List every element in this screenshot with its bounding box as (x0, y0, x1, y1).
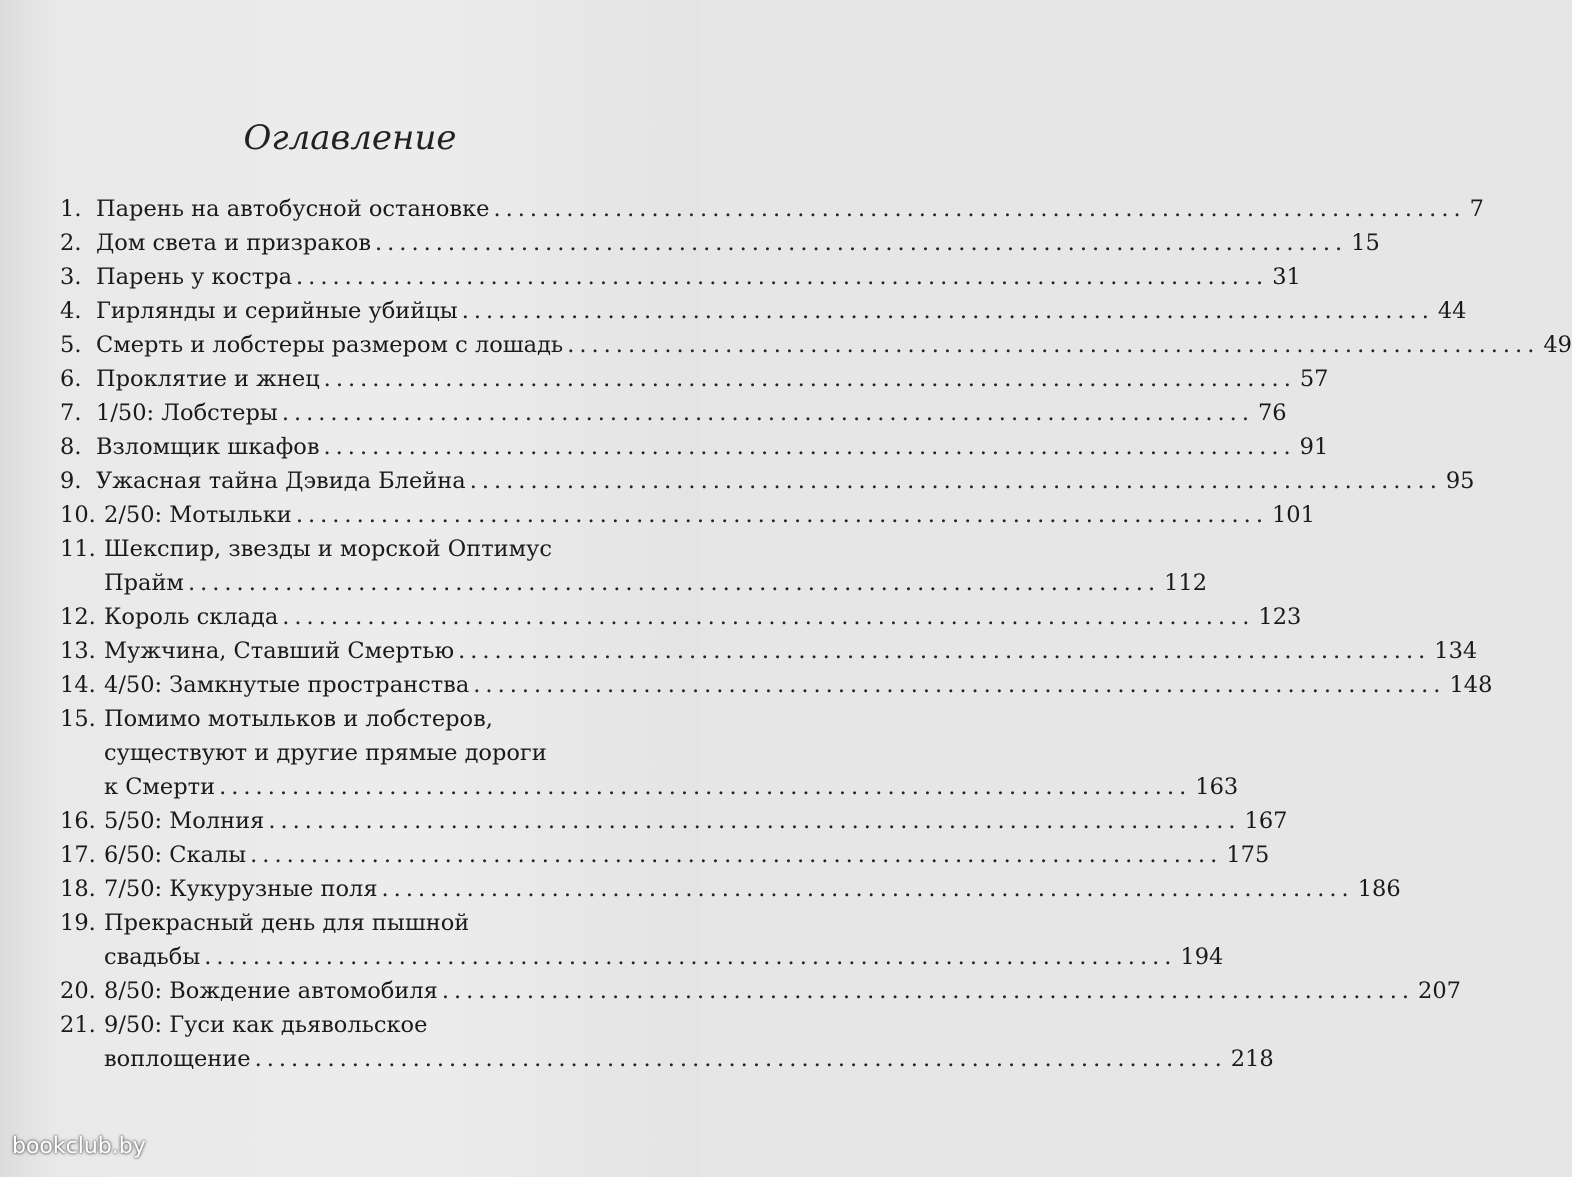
toc-entry-number: 7. (60, 400, 82, 426)
dot-leader: ................................................................................ (461, 298, 1434, 324)
toc-entry-number: 21. (60, 1012, 96, 1038)
toc-entry-page: 7 (1469, 196, 1484, 222)
toc-entry-title: Прайм (104, 570, 184, 596)
dot-leader: ................................................................................ (295, 502, 1268, 528)
toc-entry-number: 16. (60, 808, 96, 834)
toc-entry-title: Мужчина, Ставший Смертью (104, 638, 455, 664)
toc-entry-number: 19. (60, 910, 96, 936)
toc-entry-line (60, 328, 1572, 362)
dot-leader: ................................................................................ (473, 672, 1446, 698)
toc-entry-page: 163 (1195, 774, 1239, 800)
toc-entry-number: 1. (60, 196, 82, 222)
toc-entry-line (60, 532, 640, 566)
dot-leader: ................................................................................ (441, 978, 1414, 1004)
toc-entry-page: 101 (1271, 502, 1315, 528)
toc-entry-title: 2/50: Мотыльки (104, 502, 292, 528)
toc-entry-line (60, 736, 640, 770)
toc-entry-number: 4. (60, 298, 82, 324)
dot-leader: ................................................................................ (250, 842, 1223, 868)
toc-entry-line (60, 634, 1478, 668)
toc-entry-line (60, 702, 640, 736)
toc-entry-page: 49 (1543, 332, 1572, 358)
toc-entry-line (60, 668, 1493, 702)
toc-entry-title: Прекрасный день для пышной (104, 910, 470, 936)
toc-entry-line (60, 498, 1315, 532)
toc-entry-line (60, 974, 1461, 1008)
toc-entry-page: 148 (1449, 672, 1493, 698)
dot-leader: ................................................................................ (254, 1046, 1227, 1072)
dot-leader: ................................................................................ (219, 774, 1192, 800)
toc-entry-title: Парень на автобусной остановке (96, 196, 490, 222)
toc-entry-number: 8. (60, 434, 82, 460)
dot-leader: ................................................................................ (323, 434, 1296, 460)
toc-entry-number: 2. (60, 230, 82, 256)
toc-entry-line (60, 294, 1467, 328)
dot-leader: ................................................................................ (187, 570, 1161, 596)
toc-entry-number: 6. (60, 366, 82, 392)
toc-entry-number: 17. (60, 842, 96, 868)
dot-leader: ................................................................................ (296, 264, 1269, 290)
toc-entry-page: 186 (1357, 876, 1401, 902)
toc-entry-line (60, 838, 1270, 872)
toc-entry-line (60, 430, 1329, 464)
toc-entry-page: 218 (1230, 1046, 1274, 1072)
dot-leader: ................................................................................ (282, 604, 1255, 630)
toc-entry-line (60, 464, 1475, 498)
toc-entry-title: 6/50: Скалы (104, 842, 247, 868)
dot-leader: ................................................................................ (323, 366, 1296, 392)
toc-entry-title: Помимо мотыльков и лобстеров, (104, 706, 493, 732)
toc-entry-title: Гирлянды и серийные убийцы (96, 298, 458, 324)
toc-entry-title: Взломщик шкафов (96, 434, 320, 460)
toc-entry-page: 207 (1418, 978, 1461, 1004)
toc-entry-line (60, 600, 1302, 634)
toc-entry-title: Парень у костра (96, 264, 293, 290)
toc-entry-title: свадьбы (104, 944, 201, 970)
toc-entry-page: 123 (1258, 604, 1302, 630)
toc-entry-page: 112 (1164, 570, 1208, 596)
dot-leader: ................................................................................ (493, 196, 1466, 222)
toc-entry-page: 76 (1257, 400, 1287, 426)
toc-entry-number: 10. (60, 502, 96, 528)
toc-entry-title: 7/50: Кукурузные поля (104, 876, 378, 902)
dot-leader: ................................................................................ (567, 332, 1540, 358)
toc-entry-page: 167 (1244, 808, 1288, 834)
toc-entry-line (60, 566, 1208, 600)
toc-entry-number: 14. (60, 672, 96, 698)
toc-entry-line (60, 872, 1401, 906)
toc-entry-page: 44 (1437, 298, 1467, 324)
toc-entry-title: Шекспир, звезды и морской Оптимус (104, 536, 552, 562)
toc-entry-page: 57 (1299, 366, 1329, 392)
toc-entry-line (60, 192, 1484, 226)
toc-entry-title: 5/50: Молния (104, 808, 265, 834)
toc-entry-page: 175 (1226, 842, 1270, 868)
toc-entry-line (60, 770, 1239, 804)
toc-entry-page: 91 (1299, 434, 1329, 460)
toc-entry-page: 15 (1351, 230, 1380, 256)
site-watermark: bookclub.by (12, 1134, 146, 1159)
toc-entry-number: 18. (60, 876, 96, 902)
toc-entry-title: воплощение (104, 1046, 251, 1072)
toc-entry-number: 15. (60, 706, 96, 732)
toc-entry-number: 3. (60, 264, 82, 290)
toc-entry-number: 9. (60, 468, 82, 494)
toc-entry-title: Ужасная тайна Дэвида Блейна (96, 468, 466, 494)
dot-leader: ................................................................................ (281, 400, 1254, 426)
toc-entry-title: существуют и другие прямые дороги (104, 740, 547, 766)
toc-entry-title: 9/50: Гуси как дьявольское (104, 1012, 428, 1038)
toc-entry-page: 31 (1272, 264, 1301, 290)
toc-entry-number: 13. (60, 638, 96, 664)
toc-entry-page: 134 (1434, 638, 1478, 664)
toc-entry-title: Смерть и лобстеры размером с лошадь (96, 332, 564, 358)
toc-entry-title: Король склада (104, 604, 279, 630)
dot-leader: ................................................................................ (469, 468, 1442, 494)
toc-entry-title: Проклятие и жнец (96, 366, 320, 392)
toc-entry-line (60, 940, 1224, 974)
toc-entry-title: к Смерти (104, 774, 216, 800)
toc-entry-title: Дом света и призраков (96, 230, 371, 256)
toc-entry-line (60, 396, 1287, 430)
toc-entry-line (60, 1008, 640, 1042)
toc-entry-line (60, 804, 1288, 838)
toc-entry-number: 20. (60, 978, 96, 1004)
dot-leader: ................................................................................ (458, 638, 1431, 664)
toc-entry-line (60, 260, 1301, 294)
toc-entry-page: 95 (1445, 468, 1475, 494)
toc-entry-line (60, 1042, 1274, 1076)
toc-entry-title: 4/50: Замкнутые пространства (104, 672, 470, 698)
toc-entry-title: 1/50: Лобстеры (96, 400, 278, 426)
toc-entry-number: 12. (60, 604, 96, 630)
toc-entry-line (60, 362, 1329, 396)
toc-entry-page: 194 (1180, 944, 1224, 970)
toc-entry-line (60, 906, 640, 940)
dot-leader: ................................................................................ (375, 230, 1348, 256)
toc-entry-number: 11. (60, 536, 96, 562)
toc-entry-title: 8/50: Вождение автомобиля (104, 978, 438, 1004)
dot-leader: ................................................................................ (381, 876, 1354, 902)
toc-entry-line (60, 226, 1380, 260)
page-title: Оглавление (243, 118, 457, 158)
dot-leader: ................................................................................ (204, 944, 1177, 970)
toc-entry-number: 5. (60, 332, 82, 358)
dot-leader: ................................................................................ (268, 808, 1241, 834)
